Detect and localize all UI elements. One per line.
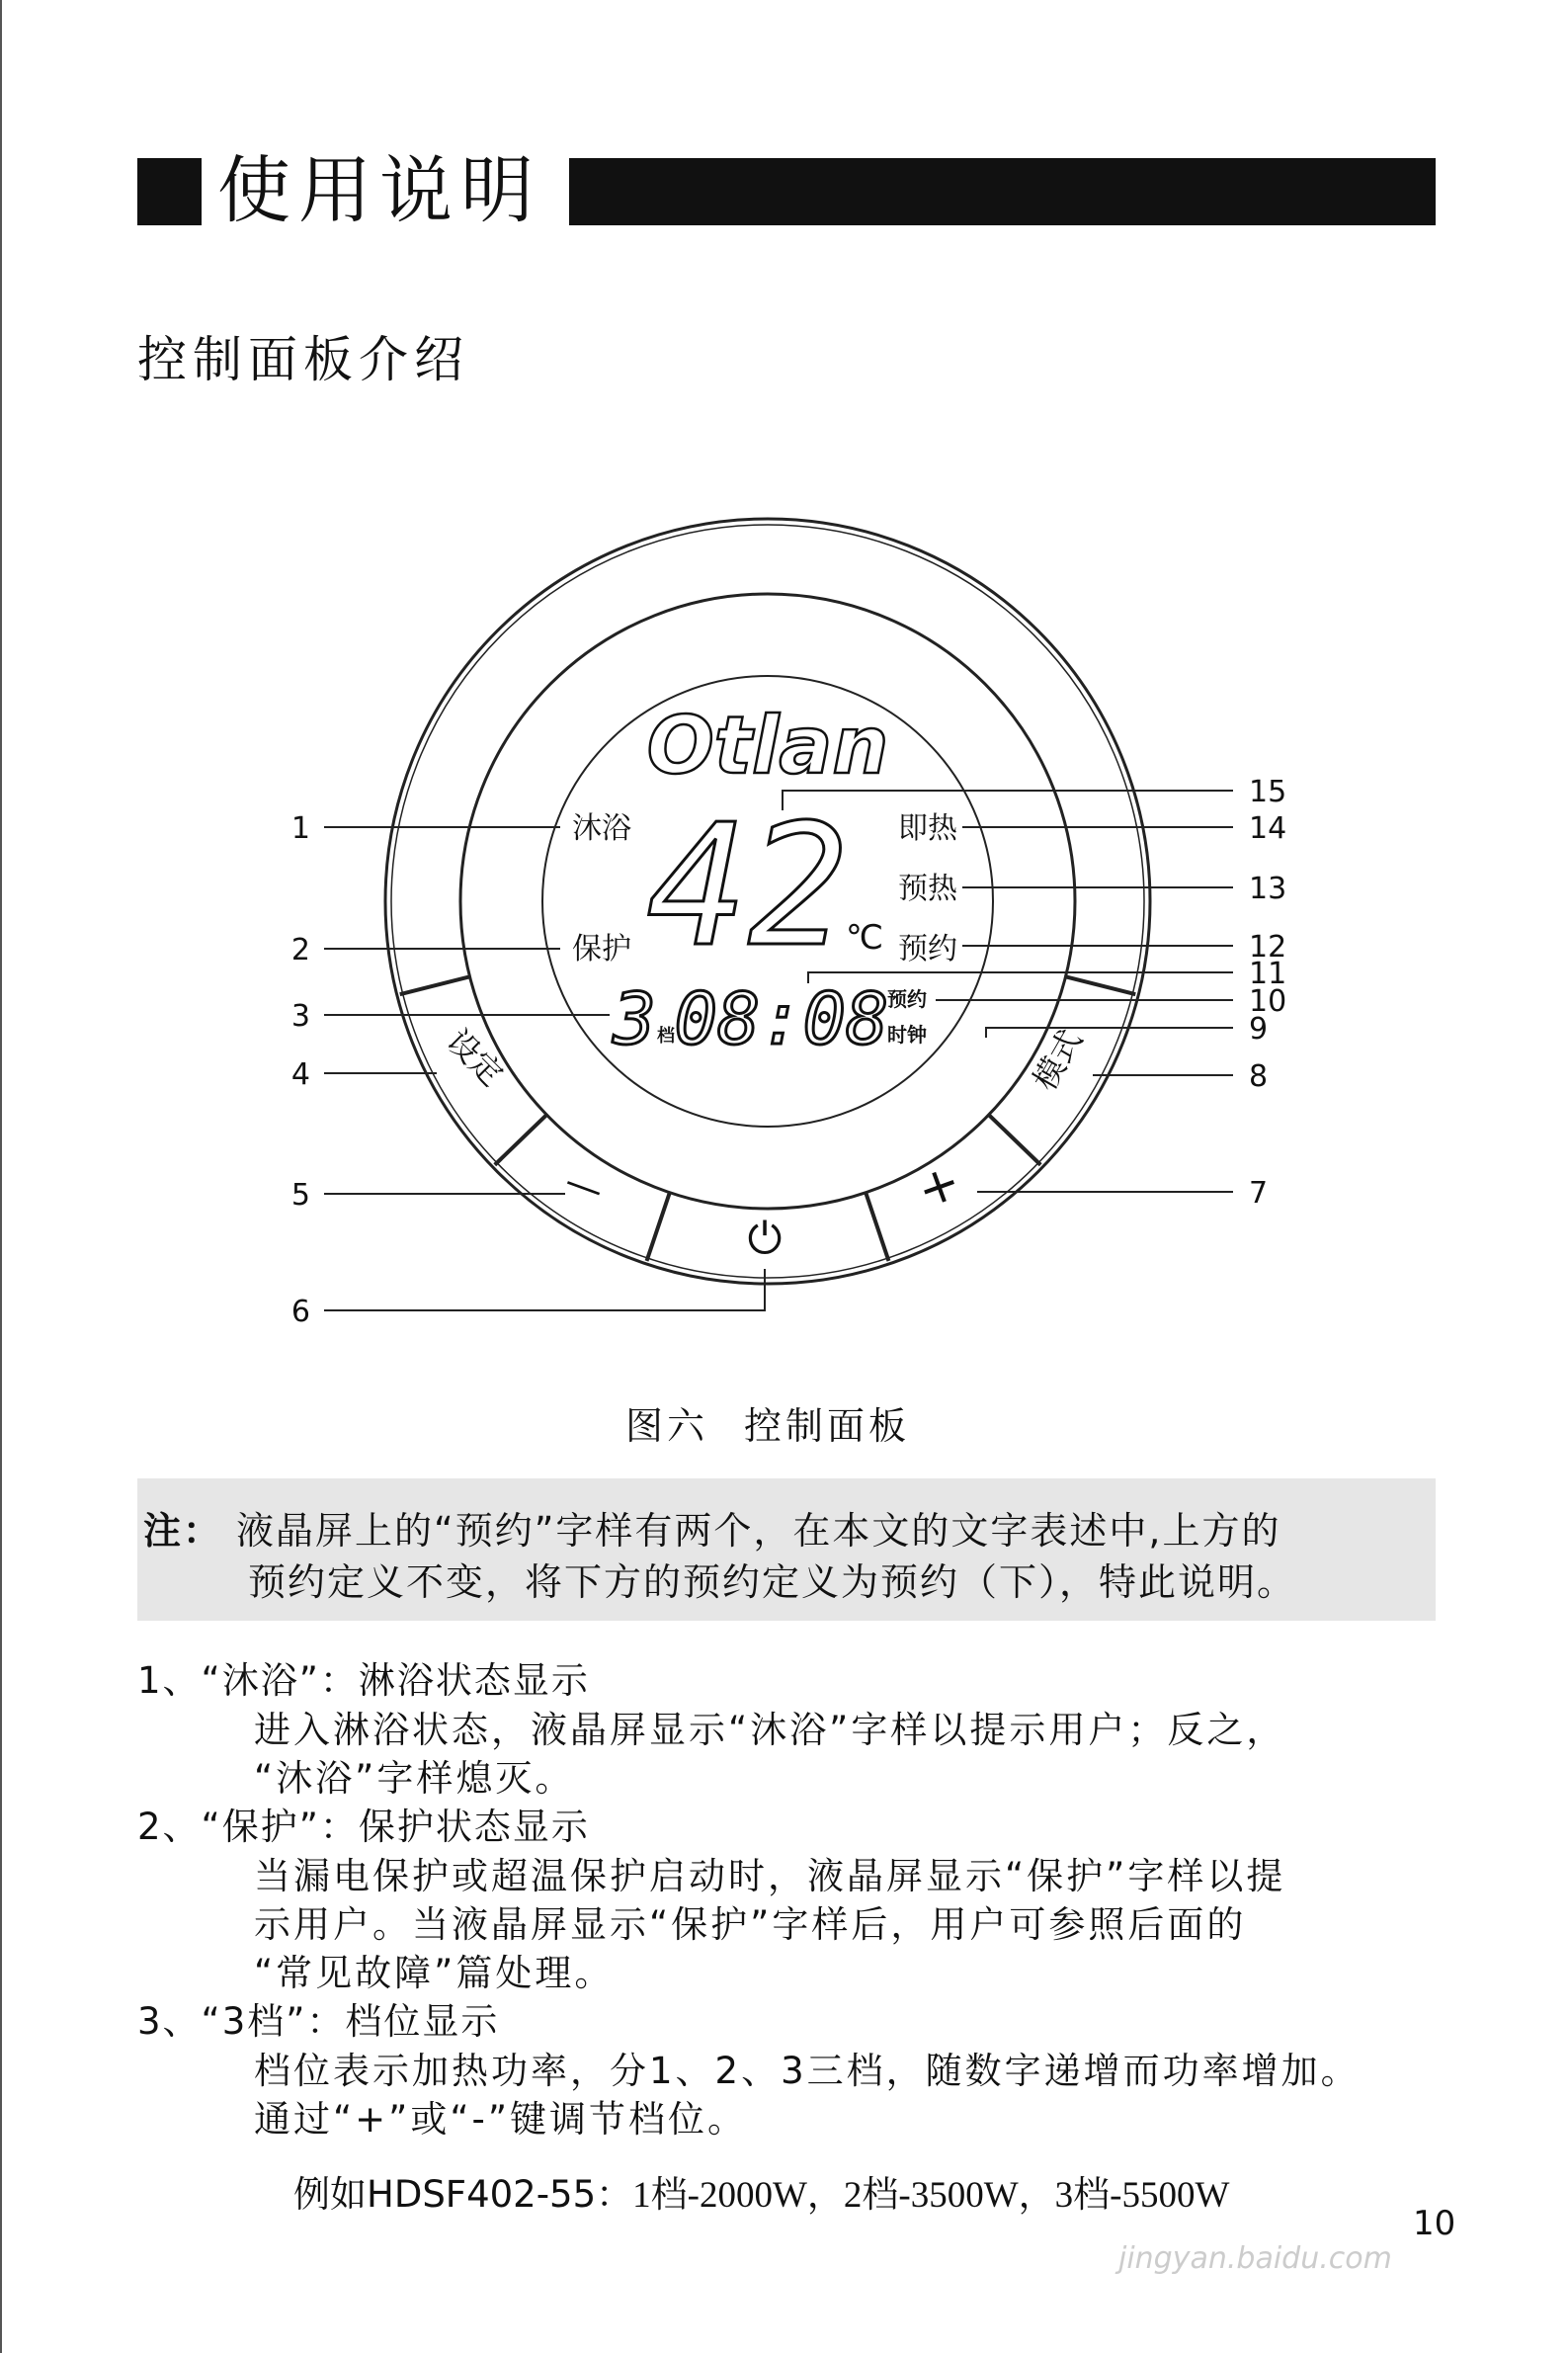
lcd-reserve-lower-label: 预约 [887, 987, 927, 1011]
item-body: 档位表示加热功率，分1、2、3三档，随数字递增而功率增加。 [254, 2050, 1361, 2092]
lcd-gear-number: 3 [613, 977, 656, 1060]
callout-number: 5 [290, 1178, 310, 1213]
item-body: 进入淋浴状态，液晶屏显示“沐浴”字样以提示用户；反之， [254, 1709, 1286, 1751]
figure-caption [2, 1395, 1533, 1450]
note-box [137, 1478, 1436, 1621]
callout-number: 15 [1249, 775, 1287, 809]
lcd-bath-label: 沐浴 [572, 811, 631, 846]
example-line [293, 2164, 1229, 2218]
watermark: jingyan.baidu.com [1118, 2241, 1392, 2276]
brand-logo: Otlan [646, 700, 889, 792]
callout-line [324, 1269, 765, 1310]
page-title: 使用说明 [217, 148, 541, 233]
description-list [137, 1656, 1442, 2143]
example-values: 1档-2000W，2档-3500W，3档-5500W [632, 2175, 1230, 2216]
button-separator [400, 976, 470, 994]
callout-number: 2 [290, 933, 310, 967]
callout-number: 7 [1249, 1176, 1269, 1211]
button-separator [647, 1193, 670, 1261]
callout-number: 1 [290, 811, 310, 846]
power-button[interactable]: ⏻ [747, 1214, 783, 1264]
lcd-clock-label: 时钟 [887, 1023, 927, 1047]
button-separator [1065, 976, 1135, 994]
callout-number: 3 [290, 999, 310, 1034]
lcd-unit: ℃ [845, 918, 884, 958]
item-body: “沐浴”字样熄灭。 [254, 1757, 575, 1800]
note-label: 注： [143, 1509, 223, 1553]
figure-number: 图六 [624, 1404, 708, 1448]
callout-line [986, 1028, 1233, 1038]
lcd-temperature: 42 [646, 789, 850, 984]
lcd-gear-label: 档 [657, 1026, 675, 1047]
item-body: 当漏电保护或超温保护启动时，液晶屏显示“保护”字样以提 [254, 1855, 1286, 1897]
item-body: “常见故障”篇处理。 [254, 1952, 615, 1994]
lcd-reserve-upper-label: 预约 [898, 932, 957, 966]
set-button[interactable]: 设定 [439, 1022, 511, 1094]
callout-number: 6 [290, 1295, 310, 1329]
lcd-instant-heat-label: 即热 [898, 811, 957, 846]
callout-number: 14 [1249, 811, 1287, 846]
callout-number: 11 [1249, 957, 1287, 991]
callout-number: 13 [1249, 872, 1287, 906]
item-body: 通过“+”或“-”键调节档位。 [254, 2098, 748, 2141]
item-body: 示用户。当液晶屏显示“保护”字样后，用户可参照后面的 [254, 1903, 1247, 1946]
mode-button[interactable]: 模式 [1026, 1023, 1090, 1097]
item-heading: 3、“3档”：档位显示 [137, 2000, 500, 2043]
callout-line [783, 791, 1233, 810]
callout-number: 4 [290, 1057, 310, 1092]
example-prefix: 例如HDSF402-55： [293, 2173, 633, 2216]
callout-number: 9 [1249, 1012, 1269, 1047]
lcd-time: 08:08 [674, 977, 889, 1060]
lcd-preheat-label: 预热 [898, 872, 957, 906]
callout-number: 12 [1249, 930, 1287, 965]
note-line-1: 液晶屏上的“预约”字样有两个，在本文的文字表述中,上方的 [236, 1509, 1281, 1553]
page-number: 10 [1413, 2204, 1456, 2243]
section-title: 控制面板介绍 [137, 331, 469, 388]
callout-number: 8 [1249, 1059, 1269, 1094]
item-heading: 2、“保护”：保护状态显示 [137, 1806, 590, 1848]
button-separator [866, 1193, 888, 1261]
plus-button[interactable]: + [909, 1151, 968, 1220]
note-line-2: 预约定义不变，将下方的预约定义为预约（下），特此说明。 [248, 1560, 1297, 1604]
minus-button[interactable]: — [559, 1158, 610, 1213]
item-heading: 1、“沐浴”：淋浴状态显示 [137, 1659, 590, 1702]
callout-number: 10 [1249, 984, 1287, 1019]
lcd-protect-label: 保护 [572, 932, 631, 966]
figure-name: 控制面板 [744, 1404, 911, 1448]
button-separator [495, 1115, 547, 1165]
button-separator [989, 1115, 1041, 1165]
